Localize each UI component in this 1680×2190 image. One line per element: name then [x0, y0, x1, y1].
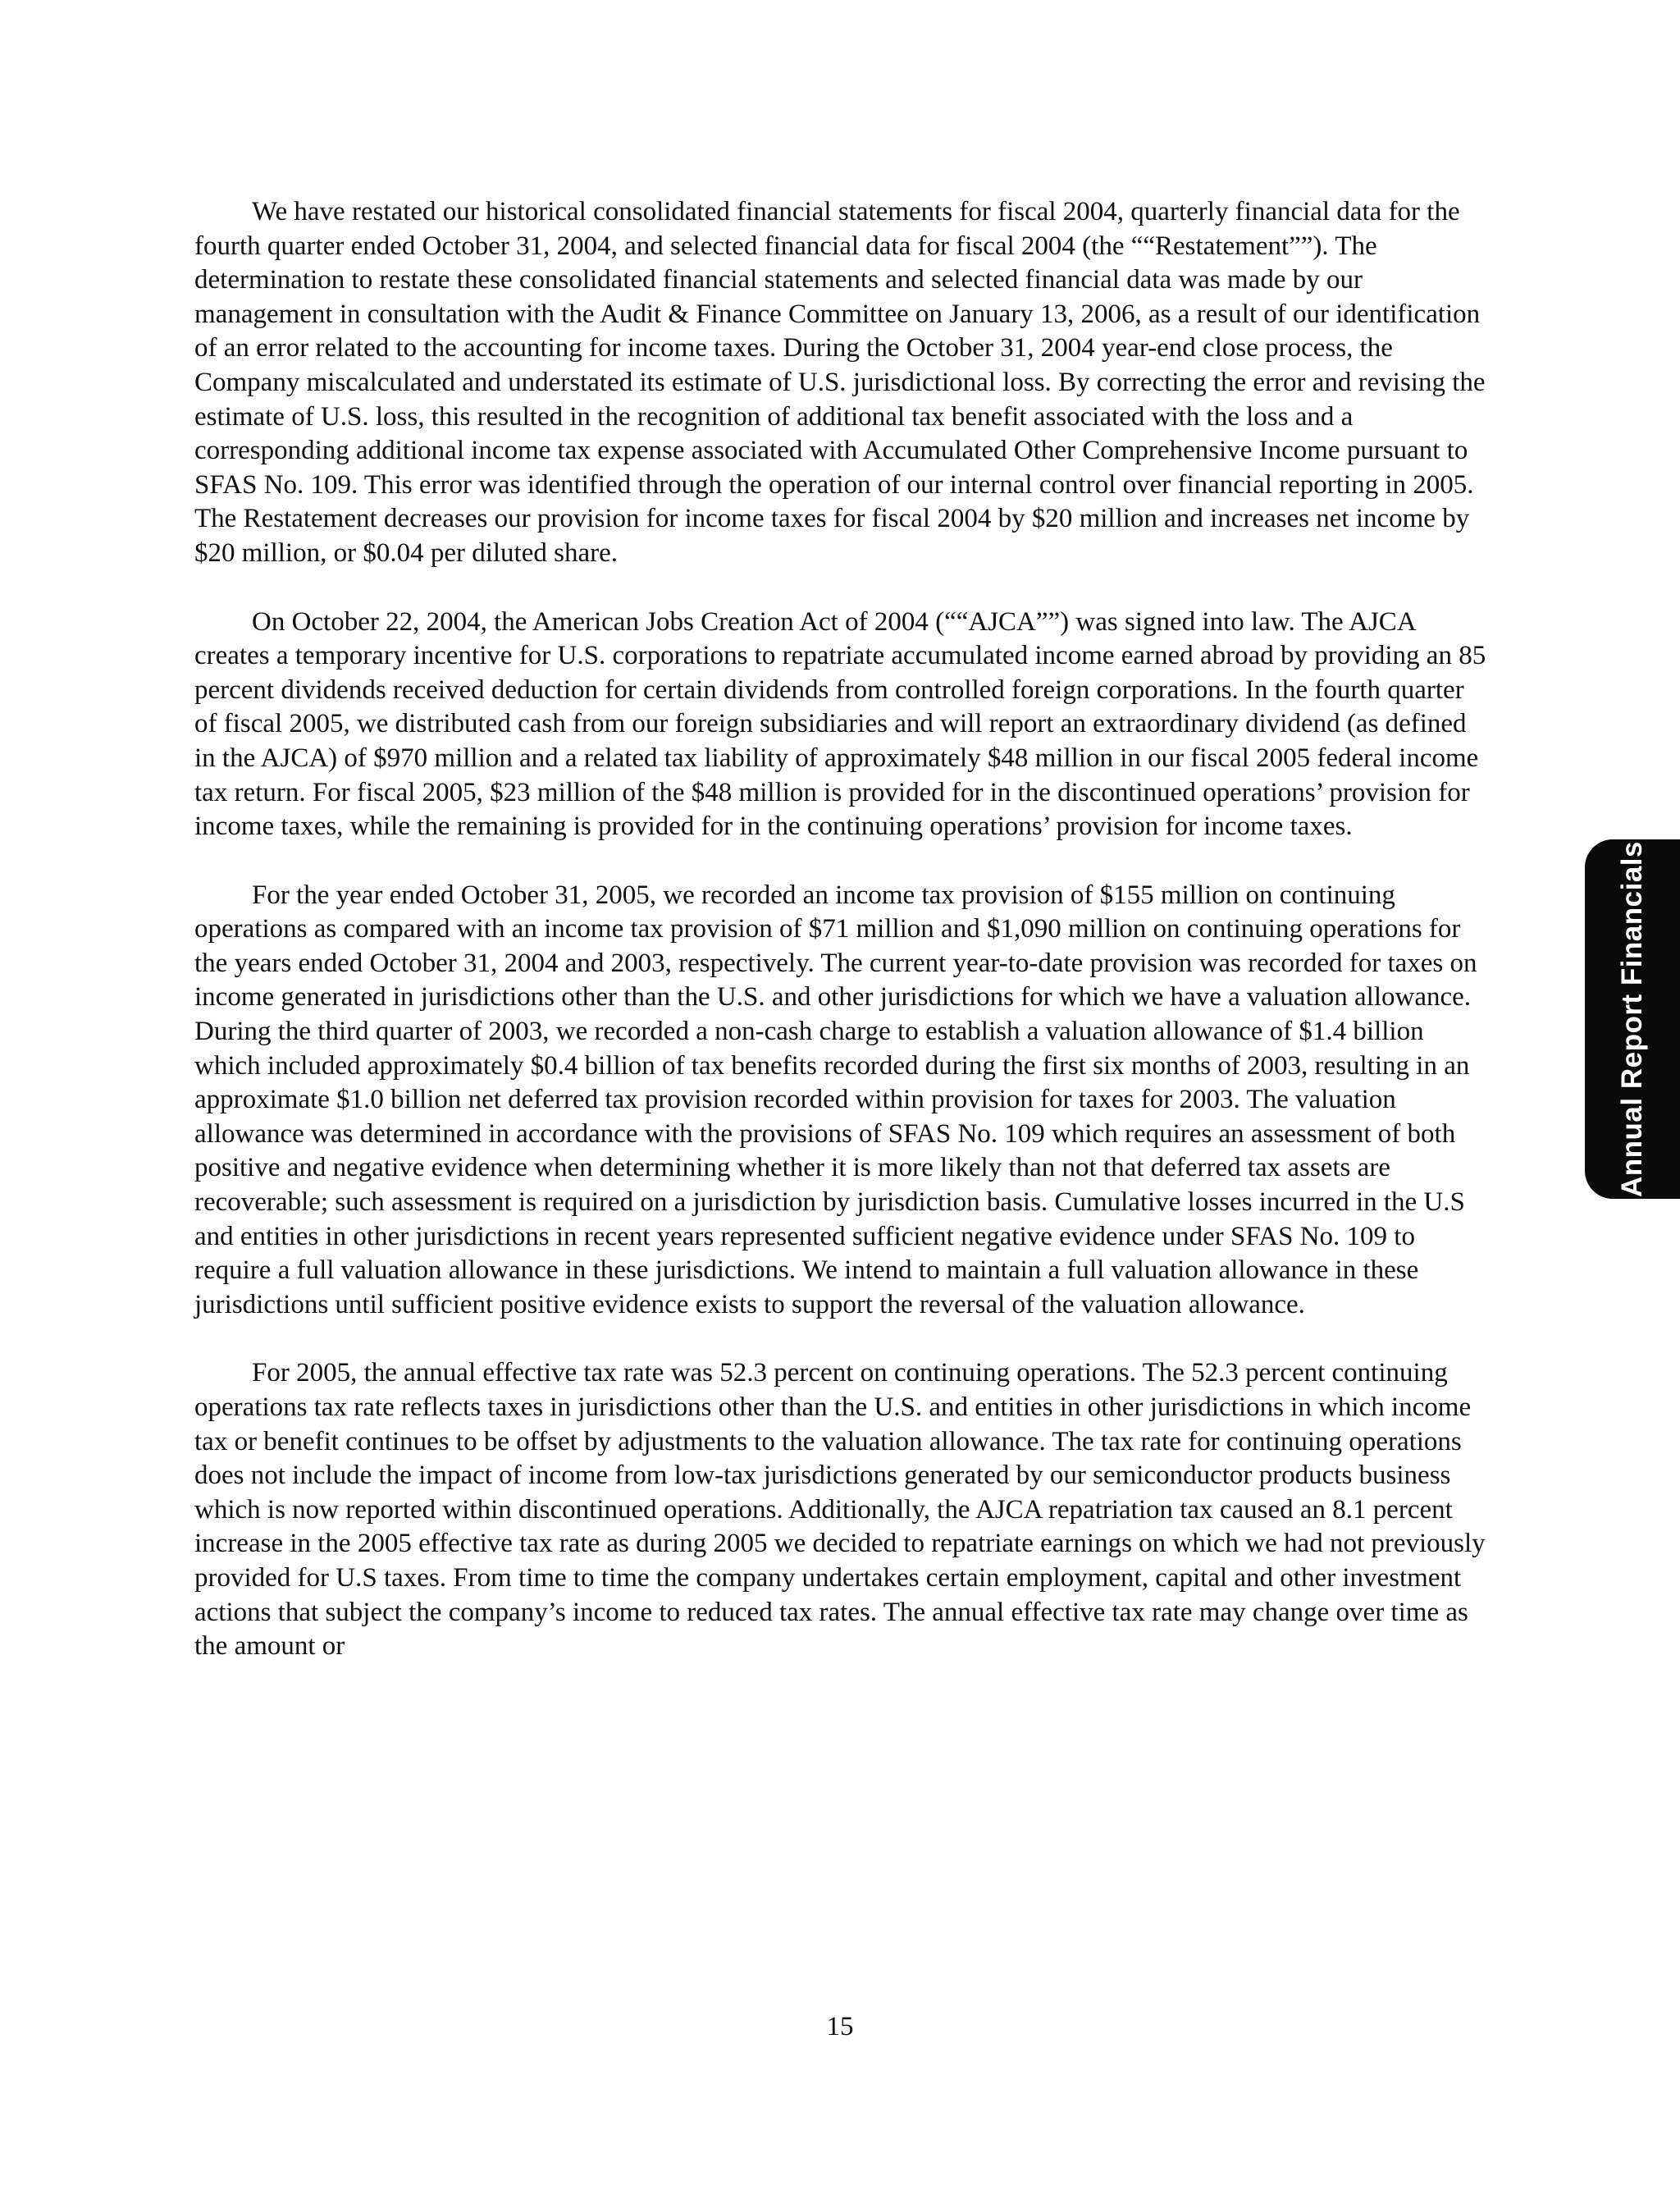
section-side-tab	[1585, 839, 1680, 1199]
document-body	[194, 195, 1486, 1699]
paragraph-restatement: We have restated our historical consolidated financial statements for fiscal 2004, quarterly financial data for the fourth quarter ended October 31, 2004, and selected financial data for fiscal 2004 (the ““Restatement””). The determination to restate these consolidated financial statements and selected financial data was made by our management in consultation with the Audit & Finance Committee on January 13, 2006, as a result of our identification of an error related to the accounting for income taxes. During the October 31, 2004 year-end close process, the Company miscalculated and understated its estimate of U.S. jurisdictional loss. By correcting the error and revising the estimate of U.S. loss, this resulted in the recognition of additional tax benefit associated with the loss and a corresponding additional income tax expense associated with Accumulated Other Comprehensive Income pursuant to SFAS No. 109. This error was identified through the operation of our internal control over financial reporting in 2005. The Restatement decreases our provision for income taxes for fiscal 2004 by $20 million and increases net income by $20 million, or $0.04 per diluted share.	[194, 197, 1486, 568]
section-side-tab-label: Annual Report Financials	[1616, 841, 1648, 1197]
paragraph-ajca: On October 22, 2004, the American Jobs Creation Act of 2004 (““AJCA””) was signed into law. The AJCA creates a temporary incentive for U.S. corporations to repatriate accumulated income earned abroad by providing an 85 percent dividends received deduction for certain dividends from controlled foreign corporations. In the fourth quarter of fiscal 2005, we distributed cash from our foreign subsidiaries and will report an extraordinary dividend (as defined in the AJCA) of $970 million and a related tax liability of approximately $48 million in our fiscal 2005 federal income tax return. For fiscal 2005, $23 million of the $48 million is provided for in the discontinued operations’ provision for income taxes, while the remaining is provided for in the continuing operations’ provision for income taxes.	[194, 606, 1486, 842]
page-number: 15	[826, 2012, 854, 2041]
paragraph-effective-tax-rate: For 2005, the annual effective tax rate was 52.3 percent on continuing operations. The 52.3 percent continuing operations tax rate reflects taxes in jurisdictions other than the U.S. and entities in other jurisdictions in which income tax or benefit continues to be offset by adjustments to the valuation allowance. The tax rate for continuing operations does not include the impact of income from low-tax jurisdictions generated by our semiconductor products business which is now reported within discontinued operations. Additionally, the AJCA repatriation tax caused an 8.1 percent increase in the 2005 effective tax rate as during 2005 we decided to repatriate earnings on which we had not previously provided for U.S taxes. From time to time the company undertakes certain employment, capital and other investment actions that subject the company’s income to reduced tax rates. The annual effective tax rate may change over time as the amount or	[194, 1358, 1486, 1662]
paragraph-tax-provision: For the year ended October 31, 2005, we recorded an income tax provision of $155 million on continuing operations as compared with an income tax provision of $71 million and $1,090 million on continuing operations for the years ended October 31, 2004 and 2003, respectively. The current year-to-date provision was recorded for taxes on income generated in jurisdictions other than the U.S. and other jurisdictions for which we have a valuation allowance. During the third quarter of 2003, we recorded a non-cash charge to establish a valuation allowance of $1.4 billion which included approximately $0.4 billion of tax benefits recorded during the first six months of 2003, resulting in an approximate $1.0 billion net deferred tax provision recorded within provision for taxes for 2003. The valuation allowance was determined in accordance with the provisions of SFAS No. 109 which requires an assessment of both positive and negative evidence when determining whether it is more likely than not that deferred tax assets are recoverable; such assessment is required on a jurisdiction by jurisdiction basis. Cumulative losses incurred in the U.S and entities in other jurisdictions in recent years represented sufficient negative evidence under SFAS No. 109 to require a full valuation allowance in these jurisdictions. We intend to maintain a full valuation allowance in these jurisdictions until sufficient positive evidence exists to support the reversal of the valuation allowance.	[194, 880, 1477, 1319]
